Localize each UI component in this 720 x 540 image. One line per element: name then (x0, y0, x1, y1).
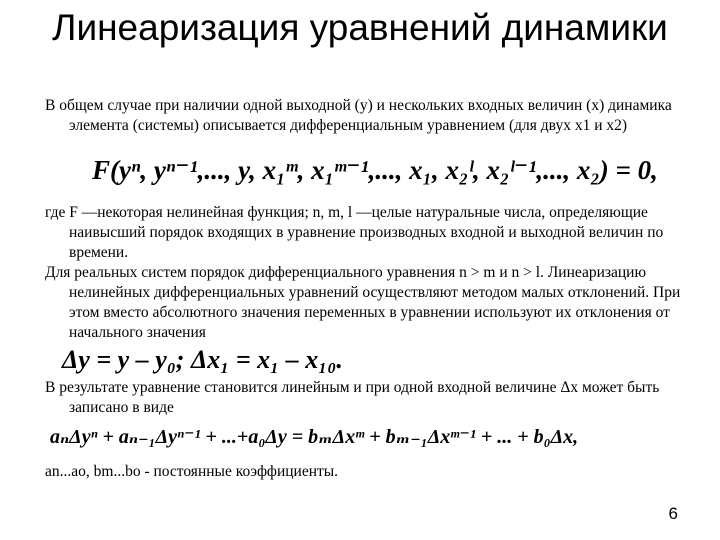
formula-deviations: Δy = y – y₀; Δx₁ = x₁ – x₁₀. (62, 345, 343, 374)
formula-nonlinear: F(yⁿ, yⁿ⁻¹,..., y, x₁ᵐ, x₁ᵐ⁻¹,..., x₁, x₂ˡ, x₂ˡ⁻¹,..., x₂) = 0, (92, 155, 658, 185)
slide-title: Линеаризация уравнений динамики (52, 7, 668, 48)
paragraph-coefficients: an...ao, bm...bo - постоянные коэффициенты. (45, 463, 339, 480)
page-number: 6 (668, 504, 678, 523)
paragraph-result: В результате уравнение становится линейным и при одной входной величине Δх может быть записано в виде (45, 379, 660, 416)
paragraph-linearization: Для реальных систем порядок дифференциального уравнения n > m и n > l. Линеаризацию нелинейных дифференциальных уравнений осуществляют методом малых отклонений. При этом вместо абсолютного значения переменных в уравнении используют их отклонения от начального значения (45, 264, 681, 341)
formula-linear: aₙΔyⁿ + aₙ₋₁Δyⁿ⁻¹ + ...+a₀Δy = bₘΔxᵐ + bₘ₋₁Δxᵐ⁻¹ + ... + b₀Δx, (50, 426, 579, 448)
paragraph-definitions: где F —некоторая нелинейная функция; n, m, l —целые натуральные числа, определяющие наивысший порядок входящих в уравнение производных входной и выходной величин по времени. (45, 204, 664, 261)
paragraph-intro: В общем случае при наличии одной выходной (у) и нескольких входных величин (х) динамика элемента (системы) описывается дифференциальным уравнением (для двух х1 и х2) (45, 97, 672, 134)
